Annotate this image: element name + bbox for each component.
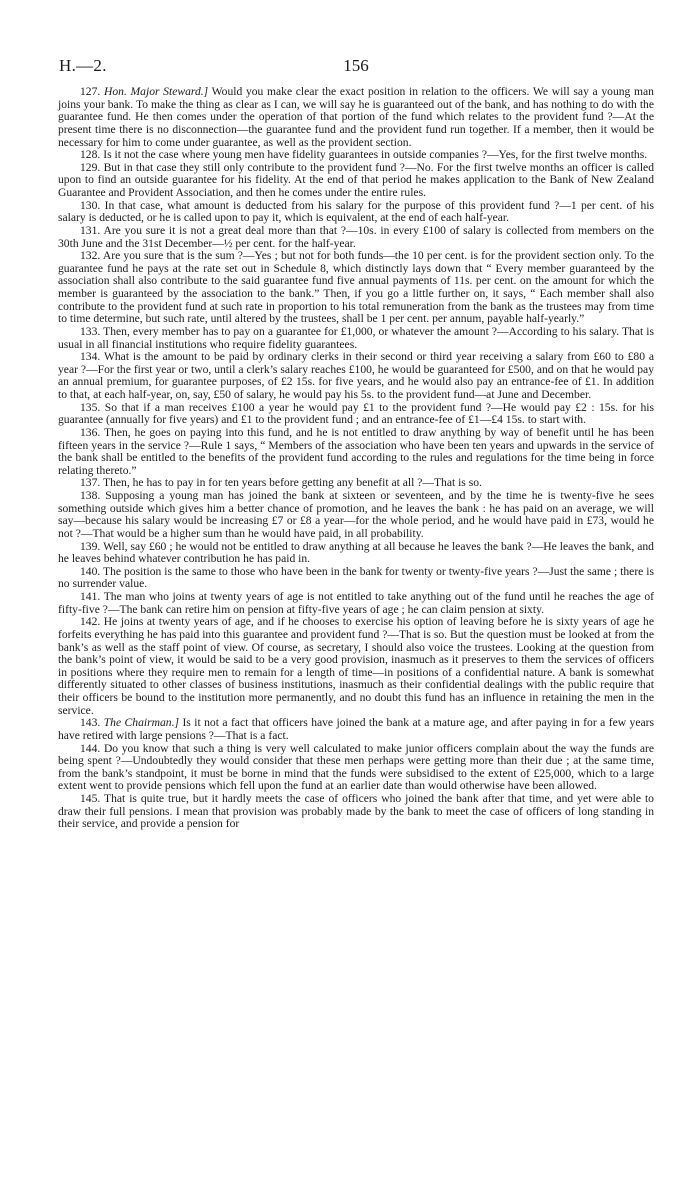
- speaker-name: The Chairman.]: [103, 716, 179, 730]
- document-reference: H.—2.: [59, 56, 107, 75]
- question-paragraph: [58, 591, 654, 616]
- question-paragraph: [58, 326, 654, 351]
- question-number: 127.: [80, 85, 101, 98]
- transcript-body: [58, 86, 654, 831]
- question-paragraph: [58, 541, 654, 566]
- question-text: The man who joins at twenty years of age is not entitled to take anything out of the fund until he reaches the age of fifty-five ?—The bank can retire him on pension at fifty-five years of age ; he can claim pension at sixty.: [58, 590, 654, 616]
- question-paragraph: [58, 616, 654, 717]
- question-text: Well, say £60 ; he would not be entitled to draw anything at all because he leaves the bank ?—He leaves the bank, and he leaves behind whatever contribution he has paid in.: [58, 539, 654, 566]
- question-paragraph: [58, 717, 654, 742]
- question-paragraph: [58, 566, 654, 591]
- question-paragraph: [58, 225, 654, 250]
- question-number: 130.: [80, 198, 101, 212]
- question-number: 139.: [80, 539, 101, 553]
- question-text: What is the amount to be paid by ordinary clerks in their second or third year receiving a salary from £60 to £80 a year ?—For the first year or two, until a clerk’s salary reaches £100, he would be guaranteed for £500, and on that he would pay an annual premium, for guarantee purposes, of £2 15s. for five years, and he would also pay an entrance-fee of £1. In addition to that, at each half-year, on, say, £50 of salary, he would pay his 5s. to the provident fund—at June and December.: [58, 350, 654, 401]
- question-number: 137.: [80, 476, 101, 490]
- question-text: In that case, what amount is deducted from his salary for the purpose of this provident fund ?—1 per cent. of his salary is deducted, or he is called upon to pay it, which is equivalent, at the end of each half-year.: [58, 198, 654, 225]
- question-paragraph: [58, 743, 654, 794]
- question-paragraph: [58, 351, 654, 402]
- question-number: 141.: [80, 590, 101, 603]
- question-text: Is it not a fact that officers have joined the bank at a mature age, and after paying in for a few years have retired with large pensions ?—That is a fact.: [58, 716, 654, 742]
- question-number: 133.: [80, 324, 101, 338]
- question-paragraph: [58, 793, 654, 831]
- question-text: But in that case they still only contribute to the provident fund ?—No. For the first twelve months an officer is called upon to find an outside guarantee for his fidelity. At the end of that period he makes application to the Bank of New Zealand Guarantee and Provident Association, and then he comes under the entire rules.: [58, 160, 654, 199]
- question-paragraph: [58, 86, 654, 149]
- question-text: Would you make clear the exact position in relation to the officers. We will say a young man joins your bank. To make the thing as clear as I can, we will say he is guaranteed out of the bank, and has nothing to do with the guarantee fund. He then comes under the operation of that portion of the fund which relates to the provident fund ?—At the present time there is no disconnection—the guarantee fund and the provident fund run together. If a member, then it would be necessary for him to come under guarantee, as well as the provident section.: [58, 85, 654, 149]
- question-number: 143.: [80, 716, 101, 730]
- question-text: Then, he has to pay in for ten years before getting any benefit at all ?—That is so.: [103, 476, 482, 490]
- question-number: 136.: [80, 425, 101, 439]
- question-number: 140.: [80, 564, 101, 578]
- question-number: 145.: [80, 792, 101, 805]
- speaker-name: Hon. Major Steward.]: [103, 85, 209, 98]
- question-number: 144.: [80, 741, 101, 755]
- question-text: The position is the same to those who have been in the bank for twenty or twenty-five years ?—Just the same ; there is no surrender value.: [58, 564, 654, 591]
- question-text: Do you know that such a thing is very well calculated to make junior officers complain about the way the funds are being spent ?—Undoubtedly they would consider that these men perhaps were getting more than their due ; at the same time, from the bank’s standpoint, it must be borne in mind that the funds were subsidised to the extent of £25,000, which to a large extent went to provide pensions which fell upon the fund at an earlier date than would otherwise have been allowed.: [58, 741, 654, 793]
- question-paragraph: [58, 250, 654, 326]
- question-number: 129.: [80, 160, 101, 174]
- page-number: 156: [343, 56, 369, 75]
- question-text: Is it not the case where young men have fidelity guarantees in outside companies ?—Yes, for the first twelve months.: [103, 148, 648, 162]
- question-paragraph: [58, 200, 654, 225]
- question-paragraph: [58, 490, 654, 541]
- page-header: [59, 56, 653, 78]
- question-text: Are you sure it is not a great deal more than that ?—10s. in every £100 of salary is collected from members on the 30th June and the 31st December—½ per cent. for the half-year.: [58, 223, 654, 250]
- question-text: Then, he goes on paying into this fund, and he is not entitled to draw anything by way of benefit until he has been fifteen years in the service ?—Rule 1 says, “ Members of the association who have been ten years and upwards in the service of the bank shall be entitled to the benefits of the provident fund according to the rules and regulations for the time being in force relating thereto.”: [58, 425, 654, 477]
- question-number: 134.: [80, 350, 101, 364]
- question-text: Are you sure that is the sum ?—Yes ; but not for both funds—the 10 per cent. is for the provident section only. To the guarantee fund he pays at the rate set out in Schedule 8, which distinctly lays down that “ Every member guaranteed by the association shall also contribute to the said guarantee fund five annual payments of 11s. per cent. on the amount for which the member is guaranteed by the association to the bank.” Then, if you go a little further on, it says, “ Each member shall also contribute to the provident fund at such rate in proportion to his total remuneration from the bank as the trustees may from time to time determine, but such rate, until altered by the trustees, shall be 1 per cent. per annum, payable half-yearly.”: [58, 249, 654, 326]
- question-number: 142.: [80, 615, 101, 629]
- question-text: Then, every member has to pay on a guarantee for £1,000, or whatever the amount ?—According to his salary. That is usual in all financial institutions who require fidelity guarantees.: [58, 324, 654, 351]
- question-text: Supposing a young man has joined the bank at sixteen or seventeen, and by the time he is twenty-five he sees something outside which gives him a better chance of promotion, and he leaves the bank : he has paid on an average, we will say—because his salary would be increasing £7 or £8 a year—for the whole period, and he would have paid in £73, would he not ?—That would be a higher sum than he would have paid, in all probability.: [58, 489, 654, 540]
- question-text: So that if a man receives £100 a year he would pay £1 to the provident fund ?—He would pay £2 : 15s. for his guarantee (annually for five years) and £1 to the provident fund ; and an entrance-fee of £1—£4 15s. to start with.: [58, 400, 654, 427]
- question-number: 132.: [80, 249, 101, 263]
- question-text: That is quite true, but it hardly meets the case of officers who joined the bank after that time, and yet were able to draw their full pensions. I mean that provision was probably made by the bank to meet the case of officers of long standing in their service, and provide a pension for: [58, 792, 654, 831]
- question-paragraph: [58, 402, 654, 427]
- question-number: 131.: [80, 223, 101, 237]
- question-number: 128.: [80, 148, 101, 162]
- question-number: 138.: [80, 489, 101, 502]
- question-text: He joins at twenty years of age, and if he chooses to exercise his option of leaving before he is sixty years of age he forfeits everything he has paid into this guarantee and provident fund ?—That is so. But the question must be looked at from the bank’s as well as the staff point of view. Of course, as secretary, I should also voice the trustees. Looking at the question from the bank’s point of view, it would be said to be a very good provision, inasmuch as it preserves to them the services of officers in positions where they require men to remain for a length of time—in positions of a confidential nature. A bank is somewhat differently situated to other classes of business institutions, inasmuch as their confidential dealings with the public require that their officers be bound to the institution more permanently, and no doubt this fund has an influence in retaining the men in the service.: [58, 615, 654, 717]
- question-number: 135.: [80, 400, 101, 414]
- question-paragraph: [58, 162, 654, 200]
- question-paragraph: [58, 427, 654, 478]
